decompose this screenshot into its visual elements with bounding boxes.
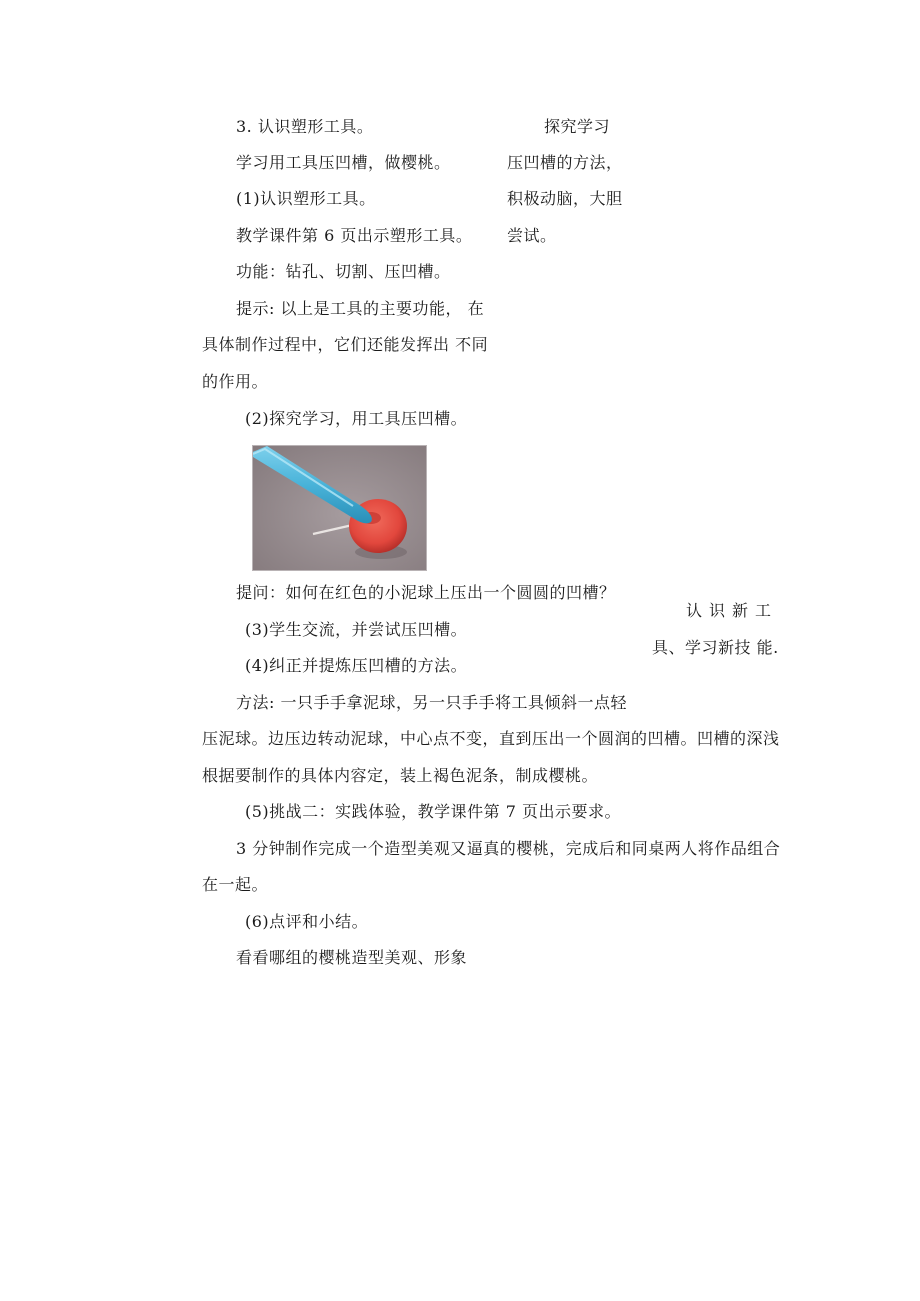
paragraph-line: 教学课件第 6 页出示塑形工具。: [236, 226, 473, 245]
step-item: (6)点评和小结。: [245, 912, 369, 931]
side-note-line: 具、学习新技 能.: [652, 638, 779, 657]
step-item: (5)挑战二：实践体验，教学课件第 7 页出示要求。: [245, 802, 622, 821]
paragraph-line: 看看哪组的樱桃造型美观、形象: [236, 948, 468, 967]
paragraph-line: 提示: 以上是工具的主要功能， 在: [236, 299, 485, 318]
side-note-line: 压凹槽的方法，: [507, 153, 623, 172]
side-note-line: 探究学习: [544, 117, 611, 136]
side-note-line: 积极动脑，大胆: [507, 189, 623, 208]
paragraph-line: 压泥球。边压边转动泥球，中心点不变，直到压出一个圆润的凹槽。凹槽的深浅: [202, 729, 780, 748]
paragraph-line: 3 分钟制作完成一个造型美观又逼真的樱桃，完成后和同桌两人将作品组合: [236, 839, 781, 858]
paragraph-line: 学习用工具压凹槽，做樱桃。: [236, 153, 451, 172]
paragraph-line: 的作用。: [202, 372, 269, 391]
paragraph-line: 方法: 一只手手拿泥球，另一只手手将工具倾斜一点轻: [236, 693, 627, 712]
paragraph-line: 在一起。: [202, 875, 269, 894]
clay-ball-photo: [252, 445, 427, 571]
side-note-line: 尝试。: [507, 226, 557, 245]
step-item: (4)纠正并提炼压凹槽的方法。: [245, 656, 468, 675]
paragraph-line: 根据要制作的具体内容定，装上褐色泥条，制成樱桃。: [202, 766, 599, 785]
side-note-line: 认识新工: [686, 601, 779, 620]
step-item: (2)探究学习，用工具压凹槽。: [245, 409, 468, 428]
section-heading: 3. 认识塑形工具。: [236, 117, 374, 136]
paragraph-line: 具体制作过程中，它们还能发挥出 不同: [202, 335, 489, 354]
step-item: (1)认识塑形工具。: [236, 189, 376, 208]
step-item: (3)学生交流，并尝试压凹槽。: [245, 620, 468, 639]
paragraph-line: 功能：钻孔、切割、压凹槽。: [236, 262, 451, 281]
question-line: 提问：如何在红色的小泥球上压出一个圆圆的凹槽？: [236, 583, 616, 602]
